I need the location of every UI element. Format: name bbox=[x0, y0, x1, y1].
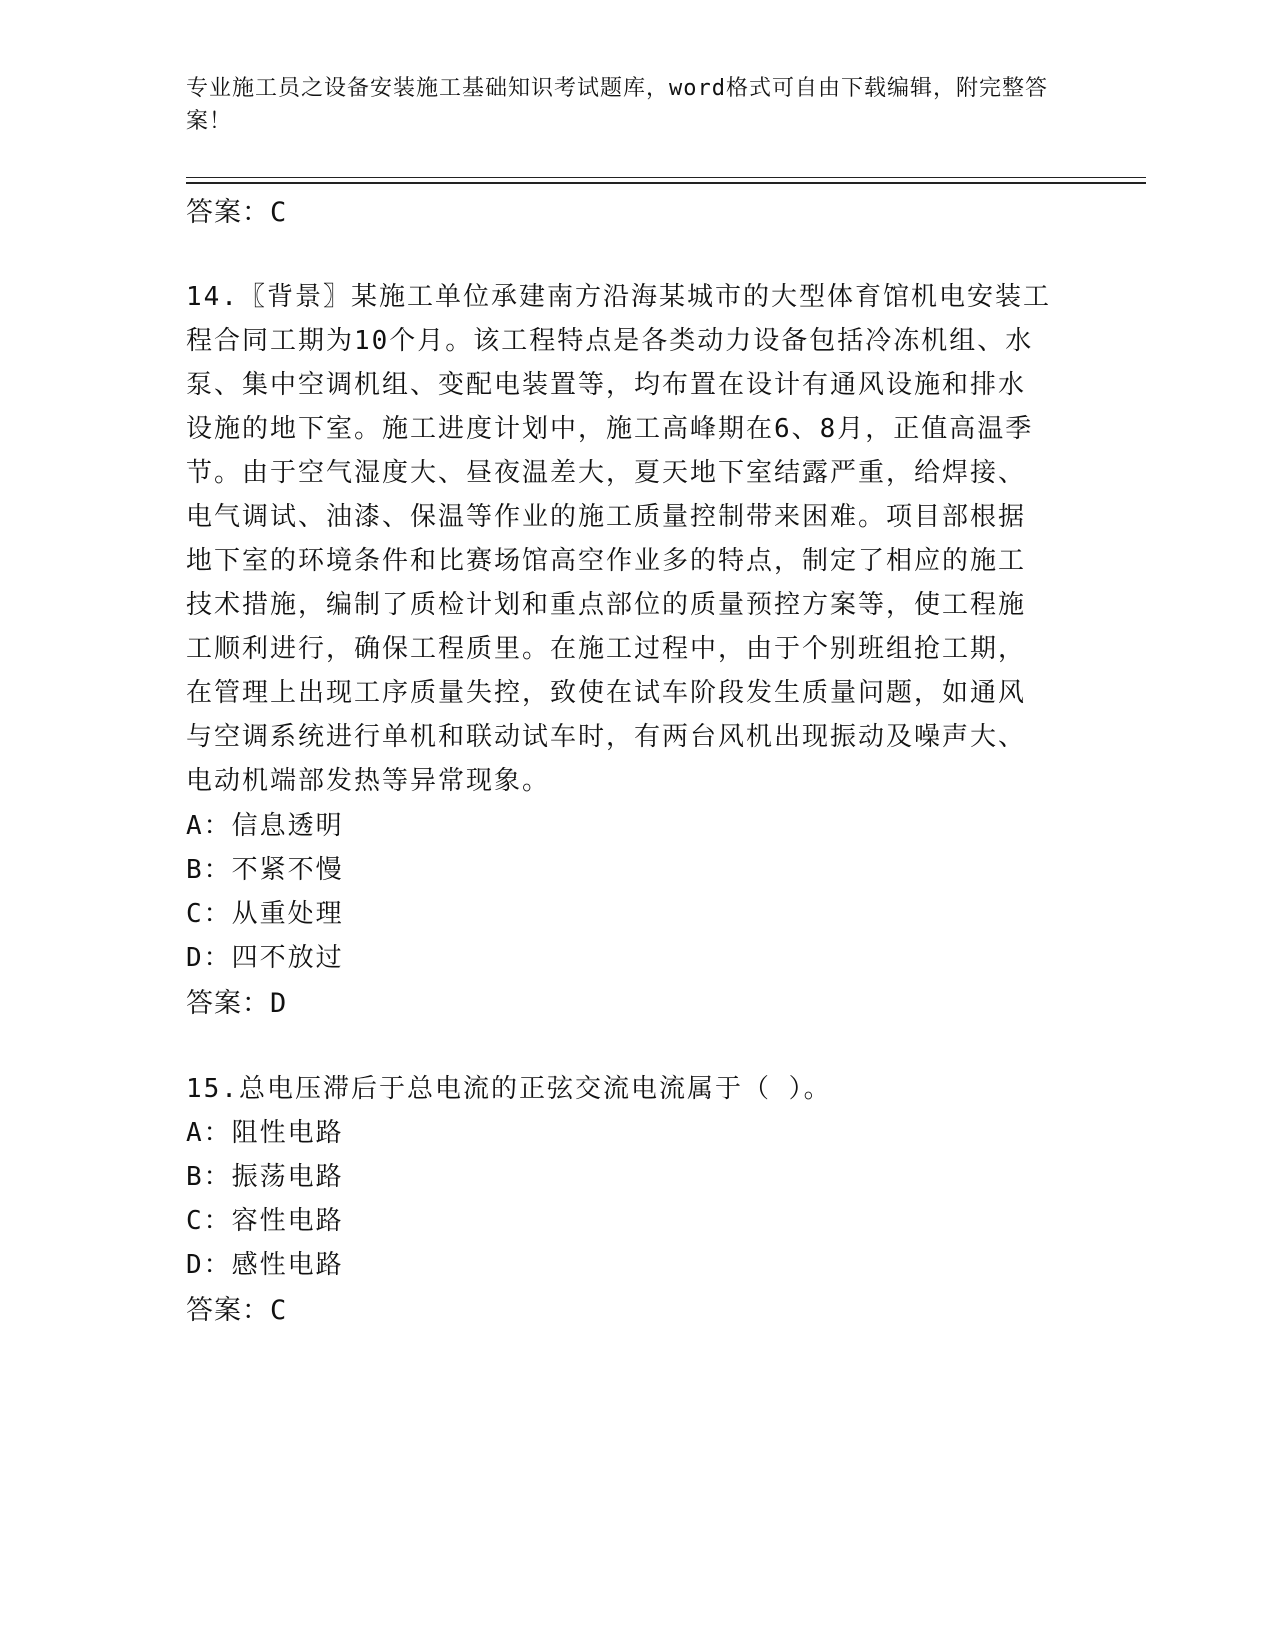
question-14-line: 泵、集中空调机组、变配电装置等，均布置在设计有通风设施和排水 bbox=[186, 370, 1027, 400]
question-14-answer: 答案：D bbox=[186, 988, 288, 1019]
question-15-answer: 答案：C bbox=[186, 1295, 288, 1326]
question-14-line: 在管理上出现工序质量失控，致使在试车阶段发生质量问题，如通风 bbox=[186, 678, 1027, 708]
header-rule-thick bbox=[186, 182, 1146, 184]
question-14-option-d: D：四不放过 bbox=[186, 943, 344, 973]
question-14-line: 节。由于空气湿度大、昼夜温差大，夏天地下室结露严重，给焊接、 bbox=[186, 458, 1027, 488]
page-header: 专业施工员之设备安装施工基础知识考试题库，word格式可自由下载编辑，附完整答案！ bbox=[186, 76, 1048, 134]
previous-answer: 答案：C bbox=[186, 197, 288, 228]
question-14-option-b: B：不紧不慢 bbox=[186, 855, 344, 885]
header-rule-thin bbox=[186, 177, 1146, 178]
question-14-line: 程合同工期为10个月。该工程特点是各类动力设备包括冷冻机组、水 bbox=[186, 326, 1034, 356]
question-14-option-c: C：从重处理 bbox=[186, 899, 344, 929]
question-15-stem: 15.总电压滞后于总电流的正弦交流电流属于（ ）。 bbox=[186, 1074, 832, 1104]
question-15-option-c: C：容性电路 bbox=[186, 1206, 344, 1236]
question-14-line: 地下室的环境条件和比赛场馆高空作业多的特点，制定了相应的施工 bbox=[186, 546, 1027, 576]
question-14-line: 技术措施，编制了质检计划和重点部位的质量预控方案等，使工程施 bbox=[186, 590, 1027, 620]
question-15-option-d: D：感性电路 bbox=[186, 1250, 344, 1280]
question-14-line: 电动机端部发热等异常现象。 bbox=[186, 766, 551, 796]
question-14-line: 14.〖背景〗某施工单位承建南方沿海某城市的大型体育馆机电安装工 bbox=[186, 282, 1051, 312]
question-14-option-a: A：信息透明 bbox=[186, 811, 344, 841]
question-14-line: 电气调试、油漆、保温等作业的施工质量控制带来困难。项目部根据 bbox=[186, 502, 1027, 532]
question-15-option-b: B：振荡电路 bbox=[186, 1162, 344, 1192]
question-14-line: 工顺利进行，确保工程质里。在施工过程中，由于个别班组抢工期， bbox=[186, 634, 1027, 664]
question-15-option-a: A：阻性电路 bbox=[186, 1118, 344, 1148]
question-14-line: 与空调系统进行单机和联动试车时，有两台风机出现振动及噪声大、 bbox=[186, 722, 1027, 752]
question-14-line: 设施的地下室。施工进度计划中，施工高峰期在6、8月，正值高温季 bbox=[186, 414, 1034, 444]
